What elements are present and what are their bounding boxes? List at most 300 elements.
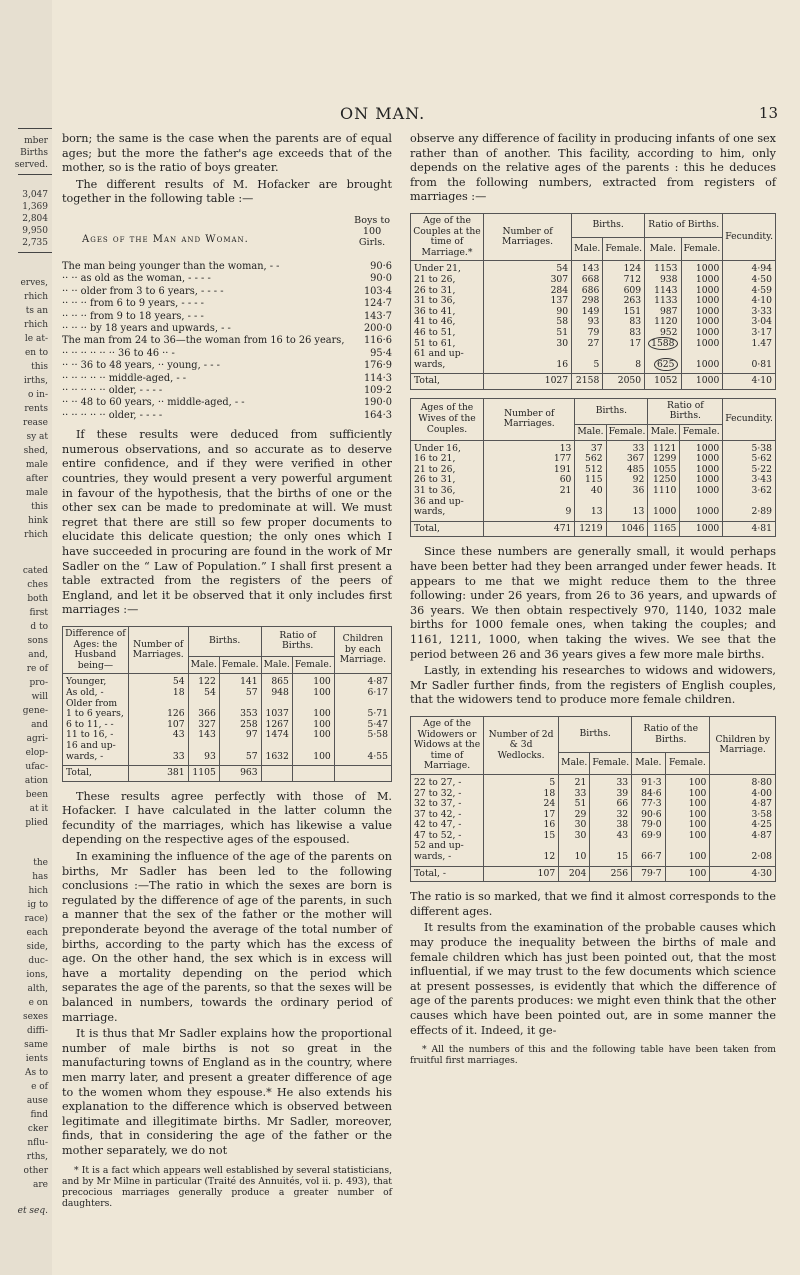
table-cell: 4·87 (710, 831, 776, 842)
table-cell: 3·17 (723, 328, 776, 339)
table-row (411, 507, 776, 521)
total-cell: 1046 (606, 521, 648, 537)
total-row (411, 866, 776, 882)
total-cell: 1000 (681, 374, 723, 390)
table-cell: 100 (665, 831, 710, 842)
table-row (411, 789, 776, 800)
paragraph: These results agree perfectly with those of M. Hofacker. I have calculated in the latter column the fecundity of the marriages, which has likewise a value depending on the respective ages of the espoused. (62, 789, 392, 847)
table-cell: 124 (603, 261, 645, 275)
column-header: Fecundity. (723, 398, 776, 440)
table-cell: 26 to 31, (411, 475, 484, 486)
table-cell: 54 (484, 261, 572, 275)
table-row (411, 852, 776, 866)
table-cell: 1000 (680, 465, 723, 476)
margin-fragment: served. (14, 160, 48, 170)
table-cell: 1299 (648, 454, 680, 465)
table-cell: 42 to 47, - (411, 820, 484, 831)
margin-fragment: ions, (26, 970, 48, 980)
table-cell: 5·58 (334, 730, 391, 741)
table-cell: 33 (128, 752, 188, 766)
table-cell: 27 (572, 339, 603, 350)
total-cell: Total, (411, 521, 484, 537)
table-cell: 51 to 61, (411, 339, 484, 350)
table-row (63, 752, 392, 766)
table-cell: 5·62 (723, 454, 776, 465)
table-row (411, 275, 776, 286)
table-cell: 30 (559, 820, 590, 831)
ages-row-label: ·· ·· ·· by 18 years and upwards, - - (62, 323, 231, 334)
ages-row (62, 373, 392, 385)
table-cell: 10 (559, 852, 590, 866)
table-cell: 29 (559, 810, 590, 821)
table-cell: 1000 (680, 507, 723, 521)
margin-fragment: this (31, 362, 48, 372)
table-cell: 948 (261, 688, 292, 699)
table-cell: 41 to 46, (411, 317, 484, 328)
table-cell: 177 (484, 454, 575, 465)
table-cell: 126 (128, 709, 188, 720)
ages-row-value: 114·3 (363, 372, 392, 384)
table-cell: 69·9 (632, 831, 665, 842)
column-header: Age of the Widowers or Widows at the time of Marriage. (411, 716, 484, 774)
margin-fragment: agri- (26, 734, 48, 744)
margin-fragment: ation (24, 776, 48, 786)
column-subheader: Female. (590, 753, 632, 775)
margin-fragment: ches (27, 580, 48, 590)
table-cell: 21 (484, 486, 575, 497)
table-cell: 1000 (681, 275, 723, 286)
ages-row (62, 360, 392, 372)
table-cell: 83 (603, 317, 645, 328)
total-cell: 79·7 (632, 866, 665, 882)
rule (18, 128, 52, 129)
margin-fragment: same (24, 1040, 48, 1050)
margin-fragment: after (26, 474, 48, 484)
total-cell: 2158 (572, 374, 603, 390)
margin-fragment: plied (25, 818, 48, 828)
total-row (63, 766, 392, 782)
table-cell: 1000 (681, 328, 723, 339)
margin-fragment: 9,950 (22, 226, 48, 236)
total-cell: Total, (63, 766, 129, 782)
table-row (411, 328, 776, 339)
table-cell: Older from (63, 699, 129, 710)
total-cell: 256 (590, 866, 632, 882)
table-cell: 66 (590, 799, 632, 810)
table-cell: 83 (603, 328, 645, 339)
column-header: Number of Marriages. (128, 626, 188, 673)
margin-fragment: irths, (23, 376, 48, 386)
table-cell: 4·94 (723, 261, 776, 275)
ages-row-value: 90·6 (370, 260, 392, 272)
table-cell: 32 to 37, - (411, 799, 484, 810)
table-row (63, 741, 392, 752)
table-cell (219, 741, 261, 752)
table-cell: 37 (575, 440, 606, 454)
table-cell: 100 (665, 799, 710, 810)
couples-table (410, 213, 776, 390)
table-cell: Under 16, (411, 440, 484, 454)
table-cell: 952 (645, 328, 681, 339)
total-cell: 1105 (188, 766, 219, 782)
column-subheader: Female. (681, 237, 723, 261)
table-cell: 33 (590, 774, 632, 788)
table-row (63, 688, 392, 699)
table-cell: 43 (128, 730, 188, 741)
column-header: Births. (575, 398, 648, 424)
ages-row-value: 190·0 (363, 397, 392, 409)
table-cell: 40 (575, 486, 606, 497)
margin-fragment: ts an (25, 306, 48, 316)
table-cell: 1121 (648, 440, 680, 454)
table-cell (292, 741, 334, 752)
table-cell: 100 (665, 852, 710, 866)
table-cell: 51 (559, 799, 590, 810)
column-header: Ratio of Births. (261, 626, 334, 656)
paragraph: If these results were deduced from sufficiently numerous observations, and so accurate as to deserve entire confidence, and if they were verified in other countries, they would present a very powerful argument in favour of the hypothesis, that the births of one or the other sex can be made to predominate at will. We must regret that there are still so few proper documents to elucidate this delicate question; the only ones which I have succeeded in procuring are found in the work of Mr Sadler on the “ Law of Population.” I shall first present a table extracted from the registers of the peers of England, and let it be observed that it only includes first marriages :— (62, 428, 392, 617)
margin-fragment: rease (23, 418, 48, 428)
table-cell: 91·3 (632, 774, 665, 788)
margin-fragment: at it (29, 804, 48, 814)
margin-fragment: sons (27, 636, 48, 646)
ages-row (62, 286, 392, 298)
margin-fragment: e of (31, 1082, 48, 1092)
table-cell: 16 and up- (63, 741, 129, 752)
ages-row (62, 385, 392, 397)
margin-fragment: erves, (20, 278, 48, 288)
table-cell: 8 (603, 360, 645, 374)
ages-table-header (62, 215, 392, 259)
ages-row-label: The man from 24 to 36—the woman from 16 to 26 years, (62, 335, 345, 347)
ages-row (62, 273, 392, 285)
ages-row-value: 103·4 (363, 285, 392, 297)
paragraph: It results from the examination of the probable causes which may produce the inequality between the births of male and female children which has just been pointed out, that the most influential, if we may trust to the few documents which science at present possesses, is evidently that which the difference of age of the parents produces: we might even think that the other causes which have been pointed out, are in some manner the effects of it. Indeed, it ge- (410, 921, 776, 1037)
column-subheader: Male. (632, 753, 665, 775)
table-cell: 1.47 (723, 339, 776, 350)
column-subheader: Female. (219, 656, 261, 674)
table-cell: 100 (665, 810, 710, 821)
paragraph: The different results of M. Hofacker are brought together in the following table :— (62, 177, 392, 206)
table-cell: 1000 (648, 507, 680, 521)
ages-row-value: 109·2 (363, 385, 392, 397)
column-header: Ages of the Wives of the Couples. (411, 398, 484, 440)
margin-fragment: and, (28, 650, 48, 660)
table-cell (645, 339, 681, 350)
table-cell: 1120 (645, 317, 681, 328)
margin-fragment: been (25, 790, 48, 800)
table-cell: 54 (188, 688, 219, 699)
column-header: Ratio of the Births. (632, 716, 710, 752)
table-cell: 38 (590, 820, 632, 831)
margin-fragment: elop- (25, 748, 48, 758)
table-cell (334, 741, 391, 752)
table-cell: 6·17 (334, 688, 391, 699)
table-cell: 9 (484, 507, 575, 521)
ages-row-value: 200·0 (363, 323, 392, 334)
column-header: Number of Marriages. (484, 398, 575, 440)
paragraph: born; the same is the case when the parents are of equal ages; but the more the father's age exceeds that of the mother, so is the ratio of boys greater. (62, 132, 392, 175)
table-cell: 353 (219, 709, 261, 720)
table-cell: 2·89 (723, 507, 776, 521)
paragraph: observe any difference of facility in producing infants of one sex rather than of another. This facility, according to him, only depends on the relative ages of the parents : this he deduces from the following numbers, extracted from registers of marriages :— (410, 132, 776, 204)
margin-fragment: d to (30, 622, 48, 632)
table-cell: 47 to 52, - (411, 831, 484, 842)
table-cell: 987 (645, 307, 681, 318)
margin-fragment: and (31, 720, 48, 730)
table-cell: 938 (645, 275, 681, 286)
table-cell: 43 (590, 831, 632, 842)
margin-fragment: both (27, 594, 48, 604)
table-cell: 58 (484, 317, 572, 328)
table-cell: 37 to 42, - (411, 810, 484, 821)
table-cell: 39 (590, 789, 632, 800)
margin-fragment: ients (25, 1054, 48, 1064)
table-cell: 367 (606, 454, 648, 465)
ages-row-label: ·· ·· ·· ·· ·· older, - - - - (62, 385, 163, 397)
table-cell: 5 (484, 774, 559, 788)
table-cell: 21 to 26, (411, 275, 484, 286)
table-cell: 143 (572, 261, 603, 275)
table-cell: 0·81 (723, 360, 776, 374)
ages-row-label: ·· ·· ·· from 6 to 9 years, - - - - (62, 298, 204, 310)
table-cell: 258 (219, 720, 261, 731)
margin-fragment: pro- (29, 678, 48, 688)
table-row (411, 841, 776, 852)
margin-fragment: each (26, 928, 48, 938)
table-cell: 100 (665, 774, 710, 788)
margin-fragment: 2,804 (22, 214, 48, 224)
table-cell: 1250 (648, 475, 680, 486)
ages-row-value: 95·4 (370, 347, 392, 359)
table-cell: 77·3 (632, 799, 665, 810)
table-cell: 100 (292, 720, 334, 731)
table-cell: 22 to 27, - (411, 774, 484, 788)
table-cell: 11 to 16, - (63, 730, 129, 741)
ages-row (62, 311, 392, 323)
table-cell: 100 (292, 709, 334, 720)
table-cell: 3·43 (723, 475, 776, 486)
margin-fragment: will (31, 692, 48, 702)
margin-fragment: male (25, 488, 48, 498)
table-cell: 57 (219, 688, 261, 699)
margin-fragment: other (23, 1166, 48, 1176)
table-cell: 5·47 (334, 720, 391, 731)
table-cell: 30 (559, 831, 590, 842)
table-cell: wards, (411, 360, 484, 374)
table-cell: 100 (292, 688, 334, 699)
table-cell: 865 (261, 674, 292, 688)
margin-fragment: cated (22, 566, 48, 576)
total-cell: 1000 (680, 521, 723, 537)
table-cell: 149 (572, 307, 603, 318)
table-cell: 60 (484, 475, 575, 486)
margin-fragment: gene- (22, 706, 48, 716)
table-cell: 609 (603, 286, 645, 297)
ages-row (62, 348, 392, 360)
margin-fragment: cker (27, 1124, 48, 1134)
table-cell: 307 (484, 275, 572, 286)
total-row (411, 374, 776, 390)
ages-row-label: ·· ·· ·· ·· ·· older, - - - - (62, 409, 163, 421)
table-cell: 191 (484, 465, 575, 476)
rule (18, 252, 52, 253)
ages-row (62, 397, 392, 409)
margin-fragment: 3,047 (22, 190, 48, 200)
table-cell: 61 and up- (411, 349, 484, 360)
table-cell: Under 21, (411, 261, 484, 275)
table-cell: 1267 (261, 720, 292, 731)
table-cell: 1055 (648, 465, 680, 476)
circled-value: 1588 (648, 337, 677, 350)
total-cell: 381 (128, 766, 188, 782)
table-cell: 21 to 26, (411, 465, 484, 476)
margin-fragment: are (33, 1180, 48, 1190)
table-cell: 1000 (681, 307, 723, 318)
table-row (411, 440, 776, 454)
table-cell: 100 (292, 752, 334, 766)
table-cell: 66·7 (632, 852, 665, 866)
table-cell: 5·71 (334, 709, 391, 720)
table-cell: 8·80 (710, 774, 776, 788)
paragraph: Since these numbers are generally small, it would perhaps have been better had they been arranged under fewer heads. It appears to me that we might reduce them to the three following: under 26 years, from 26 to 36 years, and upwards of 36 years. We then obtain respectively 970, 1140, 1032 male births for 1000 female ones, when taking the couples; and 1161, 1211, 1000, when taking the wives. We see that the period between 26 and 36 years gives a few more male births. (410, 545, 776, 661)
column-header: Births. (188, 626, 261, 656)
table-cell: 1133 (645, 296, 681, 307)
ages-row-label: ·· ·· older from 3 to 6 years, - - - - (62, 285, 224, 297)
total-cell: 100 (665, 866, 710, 882)
column-header: Number of Marriages. (484, 213, 572, 260)
running-header (52, 104, 800, 124)
table-cell: 4·59 (723, 286, 776, 297)
table-cell: 90·6 (632, 810, 665, 821)
table-cell: wards, (411, 507, 484, 521)
table-cell: 3·58 (710, 810, 776, 821)
paragraph: In examining the influence of the age of the parents on births, Mr Sadler has been led to the following conclusions :—The ratio in which the sexes are born is regulated by the difference of age of the parents, in such a manner that the sex of the father or the mother will preponderate beyond the average of the total number of births, according to the party which has the excess of age. On the other hand, the sex which is in excess will have a mortality depending on the period which separates the age of the parents, so that the sexes will be balanced in numbers, towards the ordinary period of marriage. (62, 850, 392, 1024)
table-cell: 79 (572, 328, 603, 339)
paragraph: Lastly, in extending his researches to widows and widowers, Mr Sadler further finds, from the registers of English couples, that the widowers tend to produce more female children. (410, 664, 776, 707)
table-cell: 141 (219, 674, 261, 688)
column-header: Children by Marriage. (710, 716, 776, 774)
total-row (411, 521, 776, 537)
right-column (410, 132, 776, 1068)
table-cell: 79·0 (632, 820, 665, 831)
margin-fragment: sy at (26, 432, 48, 442)
table-cell: 284 (484, 286, 572, 297)
ages-row (62, 335, 392, 347)
table-cell: 1000 (681, 360, 723, 374)
widows-table (410, 716, 776, 882)
table-cell: 1000 (680, 440, 723, 454)
table-cell: 263 (603, 296, 645, 307)
column-header: Children by each Marriage. (334, 626, 391, 673)
footnote: * It is a fact which appears well established by several statisticians, and by Mr Milne in particular (Traité des Annuités, vol ii. p. 493), that precocious marriages generally produce a greater number of daughters. (62, 1164, 392, 1209)
table-cell: 151 (603, 307, 645, 318)
ages-row-label: ·· ·· as old as the woman, - - - - (62, 273, 211, 285)
total-cell: 2050 (603, 374, 645, 390)
table-cell (188, 741, 219, 752)
table-cell: 366 (188, 709, 219, 720)
total-cell: 1219 (575, 521, 606, 537)
margin-fragment: the (33, 858, 48, 868)
column-header: Births. (559, 716, 632, 752)
table-cell: 1153 (645, 261, 681, 275)
table-cell (261, 741, 292, 752)
table-cell: 3·33 (723, 307, 776, 318)
column-subheader: Female. (603, 237, 645, 261)
column-subheader: Male. (559, 753, 590, 775)
margin-fragment: alth, (27, 984, 48, 994)
table-row (411, 360, 776, 374)
table-cell: 562 (575, 454, 606, 465)
ages-row (62, 410, 392, 422)
wives-table (410, 398, 776, 538)
column-subheader: Male. (572, 237, 603, 261)
table-cell: 18 (484, 789, 559, 800)
table-cell: 12 (484, 852, 559, 866)
table-cell: 3·04 (723, 317, 776, 328)
table-cell: 31 to 36, (411, 486, 484, 497)
table-cell: 1 to 6 years, (63, 709, 129, 720)
table-cell: 1000 (681, 296, 723, 307)
table-row (411, 831, 776, 842)
table-cell: 84·6 (632, 789, 665, 800)
peers-table (62, 626, 392, 782)
margin-fragment: race) (24, 914, 48, 924)
table-cell: 100 (292, 674, 334, 688)
column-header: Number of 2d & 3d Wedlocks. (484, 716, 559, 774)
ages-row-label: ·· ·· ·· ·· ·· ·· 36 to 46 ·· - (62, 347, 175, 359)
circled-value: 625 (654, 358, 678, 371)
table-cell: Younger, (63, 674, 129, 688)
total-cell (261, 766, 292, 782)
table-cell: 21 (559, 774, 590, 788)
rule (18, 174, 52, 175)
column-subheader: Male. (648, 425, 680, 441)
table-cell: 5·22 (723, 465, 776, 476)
column-header: Ratio of Births. (648, 398, 723, 424)
total-cell (292, 766, 334, 782)
table-cell: 1000 (680, 486, 723, 497)
margin-fragment: duc- (28, 956, 48, 966)
ages-row-label: The man being younger than the woman, - - (62, 260, 280, 272)
table-cell: 4·10 (723, 296, 776, 307)
table-cell: 4·00 (710, 789, 776, 800)
margin-fragment: rths, (26, 1152, 48, 1162)
ages-row-value: 176·9 (363, 360, 392, 372)
table-cell: 4·87 (710, 799, 776, 810)
table-cell: 26 to 31, (411, 286, 484, 297)
margin-fragment: diffi- (27, 1026, 48, 1036)
table-cell: 1143 (645, 286, 681, 297)
table-cell: 93 (572, 317, 603, 328)
margin-fragment: first (29, 608, 48, 618)
table-cell: 100 (665, 789, 710, 800)
table-cell: 33 (606, 440, 648, 454)
table-cell: 17 (484, 810, 559, 821)
margin-fragment: hink (28, 516, 48, 526)
margin-fragment: shed, (23, 446, 48, 456)
table-cell: 31 to 36, (411, 296, 484, 307)
margin-fragment: side, (26, 942, 48, 952)
column-header: Births. (572, 213, 645, 237)
margin-fragment: male (25, 460, 48, 470)
table-cell: 93 (188, 752, 219, 766)
table-cell: 100 (292, 730, 334, 741)
ages-row-label: ·· ·· 36 to 48 years, ·· young, - - - (62, 360, 220, 372)
table-cell: 13 (575, 507, 606, 521)
table-row (63, 674, 392, 688)
ages-row-value: 90·0 (370, 273, 392, 285)
margin-fragment: hich (28, 886, 48, 896)
